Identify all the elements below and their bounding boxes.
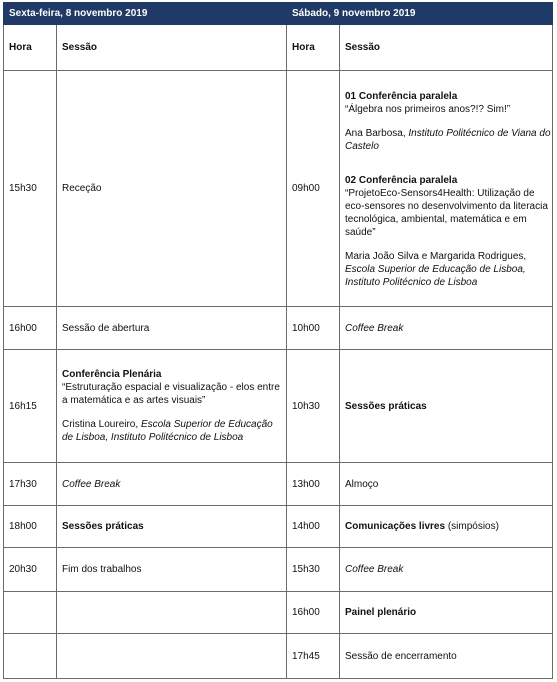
time-cell: 10h00 bbox=[287, 307, 340, 350]
conference-quote: “ProjetoEco-Sensors4Health: Utilização de eco-sensores no desenvolvimento da literacia tecnológica, ambiental, matemática e em saúde” bbox=[345, 188, 548, 238]
time-cell: 17h45 bbox=[287, 634, 340, 679]
time-cell: 10h30 bbox=[287, 350, 340, 463]
session-cell: Fim dos trabalhos bbox=[57, 548, 287, 592]
session-cell: Sessões práticas bbox=[340, 350, 553, 463]
time-cell bbox=[4, 634, 57, 679]
table-row bbox=[4, 506, 553, 548]
session-bold: Comunicações livres bbox=[345, 521, 446, 532]
session-cell: Sessão de abertura bbox=[57, 307, 287, 350]
time-cell: 09h00 bbox=[287, 71, 340, 307]
plenary-author bbox=[62, 418, 286, 444]
day-friday: Sexta-feira, 8 novembro 2019 bbox=[4, 3, 287, 25]
session-note: (simpósios) bbox=[447, 521, 499, 532]
time-cell: 15h30 bbox=[4, 71, 57, 307]
session-cell bbox=[57, 592, 287, 634]
day-saturday: Sábado, 9 novembro 2019 bbox=[287, 3, 553, 25]
session-cell bbox=[57, 634, 287, 679]
time-cell: 18h00 bbox=[4, 506, 57, 548]
author-name: Ana Barbosa, bbox=[345, 128, 406, 139]
author-institution: Instituto Politécnico de Viana do Castelo bbox=[345, 128, 551, 152]
table-row bbox=[4, 463, 553, 506]
header-sessao-left: Sessão bbox=[57, 25, 287, 71]
plenary-title: Conferência Plenária bbox=[62, 369, 162, 380]
schedule-table bbox=[3, 2, 553, 679]
day-header-row bbox=[4, 3, 553, 25]
plenary-quote: “Estruturação espacial e visualização - elos entre a matemática e as artes visuais” bbox=[62, 382, 280, 406]
author-institution: Escola Superior de Educação de Lisboa, Instituto Politécnico de Lisboa bbox=[345, 264, 526, 288]
session-cell: Sessão de encerramento bbox=[340, 634, 553, 679]
time-cell: 15h30 bbox=[287, 548, 340, 592]
time-cell: 20h30 bbox=[4, 548, 57, 592]
time-cell: 14h00 bbox=[287, 506, 340, 548]
header-sessao-right: Sessão bbox=[340, 25, 553, 71]
session-cell: Coffee Break bbox=[340, 548, 553, 592]
session-cell bbox=[57, 350, 287, 463]
time-cell bbox=[4, 592, 57, 634]
session-cell: Coffee Break bbox=[340, 307, 553, 350]
conference-author bbox=[345, 250, 552, 289]
time-cell: 16h00 bbox=[287, 592, 340, 634]
time-cell: 17h30 bbox=[4, 463, 57, 506]
author-name: Cristina Loureiro, bbox=[62, 419, 139, 430]
session-cell: Receção bbox=[57, 71, 287, 307]
session-cell bbox=[340, 71, 553, 307]
session-cell: Sessões práticas bbox=[57, 506, 287, 548]
session-cell: Coffee Break bbox=[57, 463, 287, 506]
table-row bbox=[4, 350, 553, 463]
table-row bbox=[4, 548, 553, 592]
session-cell: Almoço bbox=[340, 463, 553, 506]
time-cell: 16h00 bbox=[4, 307, 57, 350]
table-row bbox=[4, 307, 553, 350]
session-cell: Painel plenário bbox=[340, 592, 553, 634]
conference-author bbox=[345, 127, 552, 153]
header-hora-right: Hora bbox=[287, 25, 340, 71]
author-name: Maria João Silva e Margarida Rodrigues, bbox=[345, 251, 527, 262]
table-row bbox=[4, 592, 553, 634]
author-institution: Escola Superior de Educação de Lisboa, Instituto Politécnico de Lisboa bbox=[62, 419, 273, 443]
time-cell: 16h15 bbox=[4, 350, 57, 463]
conference-title: 01 Conferência paralela bbox=[345, 91, 458, 102]
session-cell bbox=[340, 506, 553, 548]
header-hora-left: Hora bbox=[4, 25, 57, 71]
time-cell: 13h00 bbox=[287, 463, 340, 506]
column-header-row bbox=[4, 25, 553, 71]
conference-title: 02 Conferência paralela bbox=[345, 175, 458, 186]
table-row bbox=[4, 71, 553, 307]
conference-quote: “Álgebra nos primeiros anos?!? Sim!” bbox=[345, 104, 511, 115]
table-row bbox=[4, 634, 553, 679]
